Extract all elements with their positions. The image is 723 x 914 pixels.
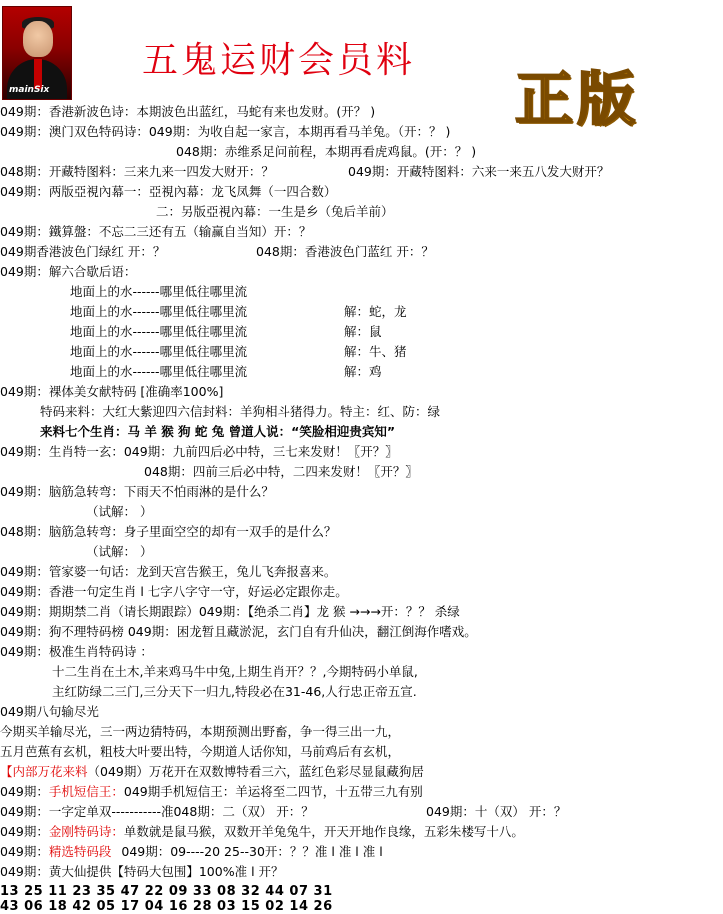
line-3: 048期：赤维系足问前程，本期再看虎鸡鼠。(开：？ ) — [176, 144, 477, 159]
line-13a: 地面上的水------哪里低往哪里流 — [70, 344, 248, 359]
line-30: 主红防绿二三门,三分天下一归九,特段必在31-46,人行忠正帝五宣. — [52, 684, 417, 699]
line-29: 十二生肖在土木,羊来鸡马牛中兔,上期生肖开？？,今期特码小单鼠, — [52, 664, 418, 679]
line-14a: 地面上的水------哪里低往哪里流 — [70, 364, 248, 379]
line-18: 049期：生肖特一玄：049期：九前四后必中特，三七来发财！〖开？〗 — [0, 444, 398, 459]
line-34-text: （049期）万花开在双数博特看三六，蓝红色彩尽显鼠藏狗居 — [87, 764, 424, 779]
line-11a: 地面上的水------哪里低往哪里流 — [70, 304, 248, 319]
line-4a: 048期：开藏特图料：三来九来一四发大财开：？ — [0, 164, 274, 179]
line-36a: 049期：一字定单双-----------准048期：二（双） 开：？ — [0, 804, 314, 819]
line-8a: 049期香港波色门绿红 开：？ — [0, 244, 166, 259]
portrait-photo — [2, 6, 72, 100]
line-8b: 048期：香港波色门蓝红 开：？ — [256, 244, 434, 259]
line-21: （试解： ） — [86, 504, 153, 519]
line-9: 049期：解六合歇后语： — [0, 264, 137, 279]
line-37-text: 单数就是鼠马猴，双数开羊兔兔牛，开天开地作良缘，五彩朱楼写十八。 — [123, 824, 524, 839]
line-38-text: 049期：09----20 25--30开：？？准 l 准 l 准 l — [121, 844, 383, 859]
line-24: 049期：管家婆一句话：龙到天宫告猴王，兔儿飞奔报喜来。 — [0, 564, 337, 579]
number-row-1: 13 25 11 23 35 47 22 09 33 08 32 44 07 31 — [0, 884, 333, 899]
line-12a: 地面上的水------哪里低往哪里流 — [70, 324, 248, 339]
line-34 — [0, 764, 424, 780]
line-35-red-label: 手机短信王： — [48, 784, 124, 799]
line-34-red-label: 【内部万花来料 — [0, 764, 88, 779]
line-22: 048期：脑筋急转弯：身子里面空空的却有一双手的是什么？ — [0, 524, 337, 539]
line-37-red-label: 金刚特码诗： — [48, 824, 124, 839]
line-11b: 解：蛇，龙 — [344, 304, 407, 319]
line-7: 049期：鐵算盤：不忘二三还有五（输赢自当知）开：？ — [0, 224, 312, 239]
line-6: 二：另版亞視內幕：一生是乡（兔后羊前） — [156, 204, 394, 219]
line-1: 049期：香港新波色诗：本期波色出蓝红，马蛇有来也发财。(开？ ) — [0, 104, 376, 119]
line-14b: 解：鸡 — [344, 364, 382, 379]
photo-caption: mainSix — [9, 85, 50, 95]
line-28: 049期：极准生肖特码诗 ： — [0, 644, 153, 659]
line-10: 地面上的水------哪里低往哪里流 — [70, 284, 248, 299]
line-35-prefix: 049期： — [0, 784, 49, 799]
line-37 — [0, 824, 524, 840]
portrait-face — [23, 21, 53, 57]
line-4b: 049期：开藏特图料：六来一来五八发大财开？ — [348, 164, 610, 179]
line-38-prefix: 049期： — [0, 844, 49, 859]
line-27: 049期：狗不理特码榜 049期：困龙暂且藏淤泥，玄门自有升仙决，翻江倒海作嗜戏。 — [0, 624, 477, 639]
line-23: （试解： ） — [86, 544, 153, 559]
line-38 — [0, 844, 383, 860]
line-35 — [0, 784, 423, 800]
line-12b: 解：鼠 — [344, 324, 382, 339]
line-16: 特码来料：大红大紫迎四六信封料：羊狗相斗猪得力。特主：红、防：绿 — [40, 404, 441, 419]
line-35-text: 049期手机短信王：羊运将至二四节，十五带三九有别 — [123, 784, 423, 799]
line-5: 049期：两版亞視內幕一：亞視內幕：龙飞凤舞（一四合数） — [0, 184, 337, 199]
line-38-red-label: 精选特码段 — [48, 844, 112, 859]
line-20: 049期：脑筋急转弯：下雨天不怕雨淋的是什么？ — [0, 484, 274, 499]
line-32: 今期买羊输尽光，三一两边猜特码，本期预测出野畜，争一得三出一九， — [0, 724, 401, 739]
line-37-prefix: 049期： — [0, 824, 49, 839]
line-17: 来料七个生肖：马 羊 猴 狗 蛇 兔 曾道人说：“笑脸相迎贵宾知” — [40, 424, 396, 439]
page-title: 五鬼运财会员料 — [142, 40, 416, 81]
number-row-2: 43 06 18 42 05 17 04 16 28 03 15 02 14 26 — [0, 899, 333, 914]
line-36b: 049期：十（双） 开：？ — [426, 804, 567, 819]
line-2: 049期：澳门双色特码诗：049期：为收自起一家言，本期再看马羊兔。（开：？ ) — [0, 124, 451, 139]
line-31: 049期八句输尽光 — [0, 704, 99, 719]
line-25: 049期：香港一句定生肖 l 七字八字守一守，好运必定跟你走。 — [0, 584, 348, 599]
line-19: 048期：四前三后必中特，二四来发财！〖开？〗 — [144, 464, 418, 479]
authentic-stamp: 正版 — [515, 65, 640, 133]
line-26: 049期：期期禁二肖（请长期跟踪）049期：【绝杀二肖】龙 猴 →→→开：？？ 杀绿 — [0, 604, 460, 619]
line-15: 049期：裸体美女献特码 [准确率100%] — [0, 384, 224, 399]
line-39: 049期：黄大仙提供【特码大包围】100%准 l 开？ — [0, 864, 284, 879]
line-33: 五月芭蕉有玄机，粗枝大叶要出特，今期道人话你知，马前鸡后有玄机， — [0, 744, 401, 759]
line-13b: 解：牛、猪 — [344, 344, 407, 359]
